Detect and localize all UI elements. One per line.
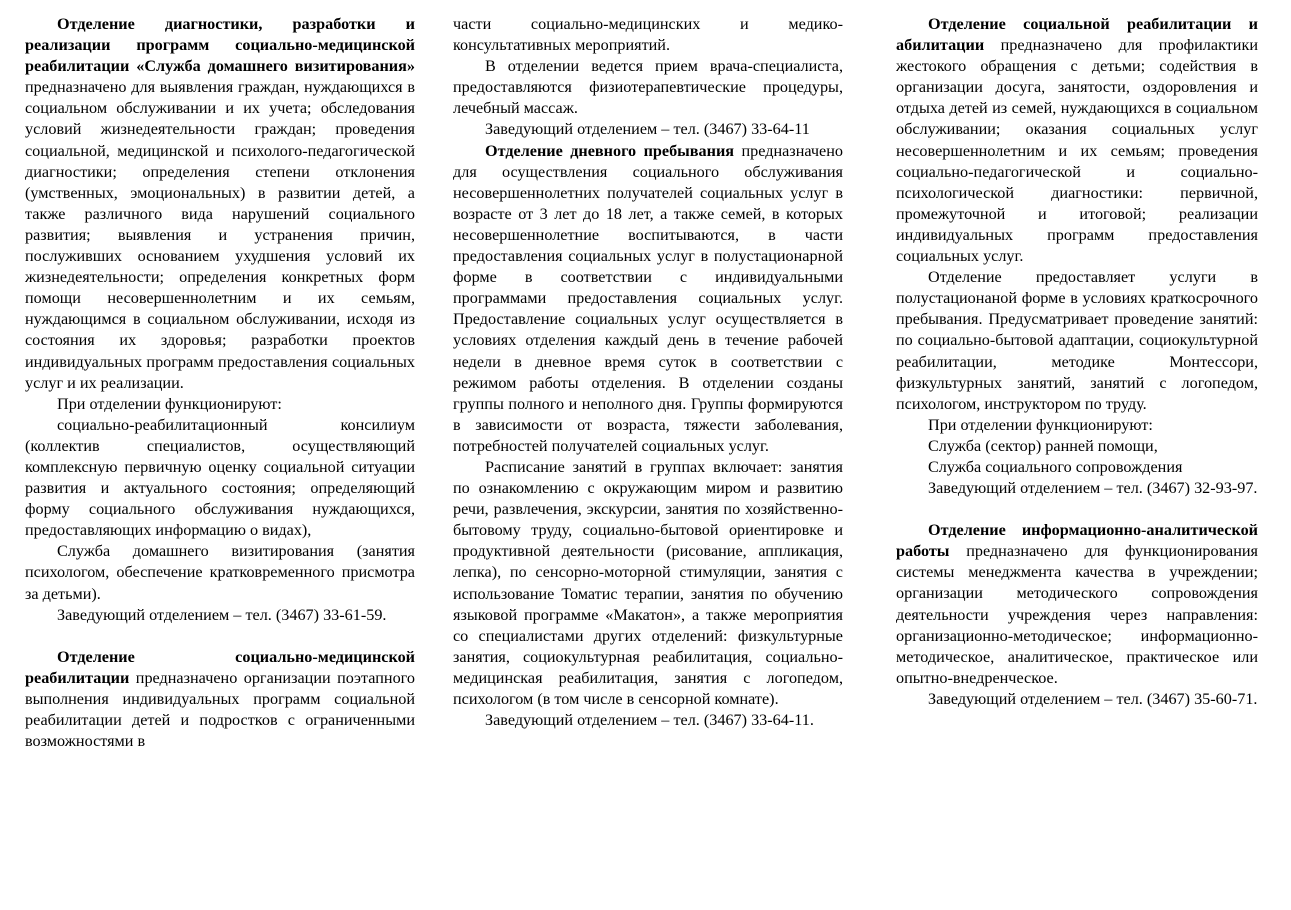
column-right xyxy=(896,14,1258,710)
head-phone: Заведующий отделением – тел. (3467) 35-60-71. xyxy=(928,689,1258,708)
section-info-analytics xyxy=(896,520,1258,689)
paragraph: Служба (сектор) ранней помощи, xyxy=(928,436,1158,455)
section-text: предназначено организации поэтапного выполнения индивидуальных программ социальной реабилитации детей и подростков с ограниченными возможностями в xyxy=(25,668,415,751)
paragraph: Служба домашнего визитирования (занятия психологом, обеспечение кратковременного присмотра за детьми). xyxy=(25,542,415,603)
paragraph: Расписание занятий в группах включает: занятия по ознакомлению с окружающим миром и развитию речи, развлечения, экскурсии, занятия по хозяйственно-бытовому труду, социально-бытовой ориентировке и продуктивной деятельности (рисование, аппликация, лепка), по сенсорно-моторной стимуляции, занятия с использование Томатис терапии, занятия по обучению языковой программе «Макатон», а также мероприятия со специалистами других отделений: физкультурные занятия, социокультурная реабилитация, социально-медицинская реабилитация, занятия с логопедом, психологом (в том числе в сенсорной комнате). xyxy=(453,457,843,708)
column-left xyxy=(25,14,415,752)
section-day-care xyxy=(453,141,843,457)
section-title: Отделение социальной реабилитации и абилитации xyxy=(896,15,1258,55)
head-phone: Заведующий отделением – тел. (3467) 33-61-59. xyxy=(57,605,387,624)
section-social-rehab xyxy=(896,14,1258,267)
section-text: предназначено для осуществления социального обслуживания несовершеннолетних получателей социальных услуг в возрасте от 3 лет до 18 лет, а также семей, в которых несовершеннолетние воспитываются, в части предоставления социальных услуг в полустационарной форме в соответствии с индивидуальными программами предоставления социальных услуг. Предоставление социальных услуг осуществляется в условиях отделения каждый день в течение рабочей недели в дневное время суток в соответствии с режимом работы отделения. В отделении созданы группы полного и неполного дня. Группы формируются в зависимости от возраста, тяжести заболевания, потребностей получателей социальных услуг. xyxy=(453,141,843,455)
head-phone: Заведующий отделением – тел. (3467) 33-64-11 xyxy=(485,120,810,139)
head-phone: Заведующий отделением – тел. (3467) 32-93-97. xyxy=(928,479,1258,498)
paragraph: В отделении ведется прием врача-специалиста, предоставляются физиотерапевтические процедуры, лечебный массаж. xyxy=(453,57,843,118)
paragraph: При отделении функционируют: xyxy=(928,415,1153,434)
paragraph: социально-реабилитационный консилиум (коллектив специалистов, осуществляющий комплексную первичную оценку социальной ситуации развития и актуального состояния; определяющий форму социального обслуживания нуждающихся, предоставляющих информацию о видах), xyxy=(25,415,415,540)
paragraph: Служба социального сопровождения xyxy=(928,457,1183,476)
section-title: Отделение социально-медицинской реабилитации xyxy=(25,647,415,687)
column-middle xyxy=(453,14,843,731)
head-phone: Заведующий отделением – тел. (3467) 33-64-11. xyxy=(485,711,814,730)
section-title: Отделение информационно-аналитической работы xyxy=(896,521,1258,561)
paragraph: части социально-медицинских и медико-консультативных мероприятий. xyxy=(453,15,843,55)
section-text: предназначено для профилактики жестокого обращения с детьми; содействия в организации досуга, занятости, оздоровления и отдыха детей из семей, нуждающихся в социальном обслуживании; оказания социальных услуг несовершеннолетним и их семьям; проведения социально-педагогической и социально-психологической диагностики: первичной, промежуточной и итоговой; реализации индивидуальных программ предоставления социальных услуг. xyxy=(896,36,1258,266)
section-title: Отделение диагностики, разработки и реализации программ социально-медицинской реабилитации «Служба домашнего визитирования» xyxy=(25,15,415,76)
paragraph: При отделении функционируют: xyxy=(57,394,282,413)
paragraph: Отделение предоставляет услуги в полустационаной форме в условиях краткосрочного пребывания. Предусматривает проведение занятий: по социально-бытовой адаптации, социокультурной реабилитации, методике Монтессори, физкультурных занятий, занятий с логопедом, психологом, инструктором по труду. xyxy=(896,268,1258,413)
section-title: Отделение дневного пребывания xyxy=(485,141,735,160)
section-text: предназначено для выявления граждан, нуждающихся в социальном обслуживании и их учета; обследования условий жизнедеятельности граждан; проведения социальной, медицинской и психолого-педагогической диагностики; определения степени отклонения (умственных, эмоциональных) в развитии детей, а также различного вида нарушений социального развития; выявления и устранения причин, послуживших основанием ухудшения условий их жизнедеятельности; определения конкретных форм помощи несовершеннолетним и их семьям, нуждающимся в социальном обслуживании, исходя из состояния их здоровья; разработки проектов индивидуальных программ предоставления социальных услуг и их реализации. xyxy=(25,78,415,392)
section-medical-rehab xyxy=(25,647,415,752)
section-diagnostics xyxy=(25,14,415,394)
section-text: предназначено для функционирования системы менеджмента качества в учреждении; организации методического сопровождения деятельности учреждения через направления: организационно-методическое; информационно-методическое, аналитическое, практическое или опытно-внедренческое. xyxy=(896,542,1258,687)
